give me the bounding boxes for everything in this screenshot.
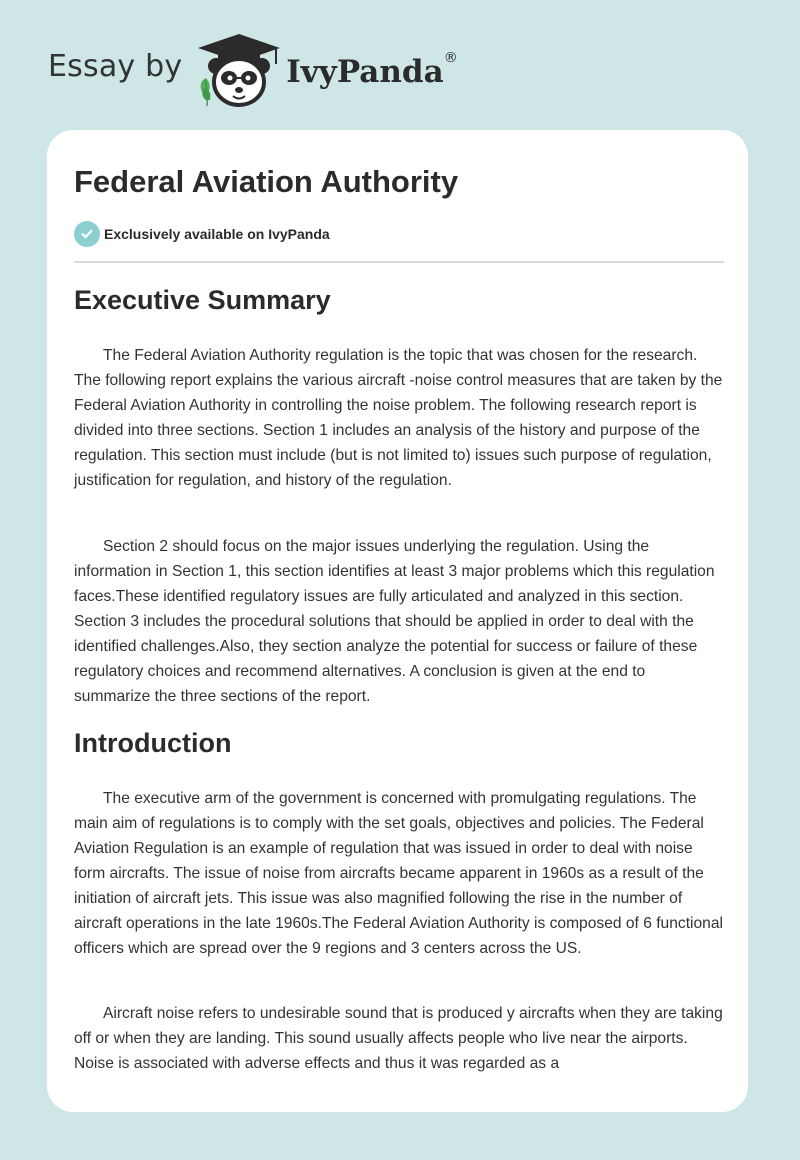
exclusive-label: Exclusively available on IvyPanda xyxy=(104,226,330,242)
divider xyxy=(74,261,724,263)
paragraph: Aircraft noise refers to undesirable sound that is produced y aircrafts when they are taking off or when they are landing. This sound usually affects people who live near the airports. Noise is associated with adverse effects and thus it was regarded as a xyxy=(74,1005,723,1072)
check-circle-icon xyxy=(74,221,100,247)
section-heading-introduction: Introduction xyxy=(74,728,232,758)
essay-by-label: Essay by xyxy=(48,48,183,84)
site-header xyxy=(48,30,458,110)
paragraph: Section 2 should focus on the major issues underlying the regulation. Using the information in Section 1, this section identifies at least 3 major problems which this regulation faces.These identified regulatory issues are fully articulated and analyzed in this section. Section 3 includes the procedural solutions that should be applied in order to deal with the identified challenges.Also, they section analyze the potential for success or failure of these regulatory choices and recommend alternatives. A conclusion is given at the end to summarize the three sections of the report. xyxy=(74,538,715,705)
section-heading-executive-summary: Executive Summary xyxy=(74,285,331,315)
paragraph: The executive arm of the government is concerned with promulgating regulations. The main aim of regulations is to comply with the set goals, objectives and policies. The Federal Aviation Regulation is an example of regulation that was issued in order to deal with noise form aircrafts. The issue of noise from aircrafts became apparent in 1960s as a result of the initiation of aircraft jets. This issue was also magnified following the rise in the number of aircraft operations in the late 1960s.The Federal Aviation Authority is composed of 6 functional officers which are spread over the 9 regions and 3 centers across the US. xyxy=(74,790,723,957)
paragraph: The Federal Aviation Authority regulation is the topic that was chosen for the research. The following report explains the various aircraft -noise control measures that are taken by the Federal Aviation Authority in controlling the noise problem. The following research report is divided into three sections. Section 1 includes an analysis of the history and purpose of the regulation. This section must include (but is not limited to) issues such purpose of regulation, justification for regulation, and history of the regulation. xyxy=(74,347,723,489)
panda-graduate-logo-icon[interactable] xyxy=(196,30,282,110)
essay-card xyxy=(47,130,748,1112)
page-title: Federal Aviation Authority xyxy=(74,164,459,199)
exclusive-badge xyxy=(74,221,330,247)
brand-name[interactable]: IvyPanda® xyxy=(286,50,458,90)
